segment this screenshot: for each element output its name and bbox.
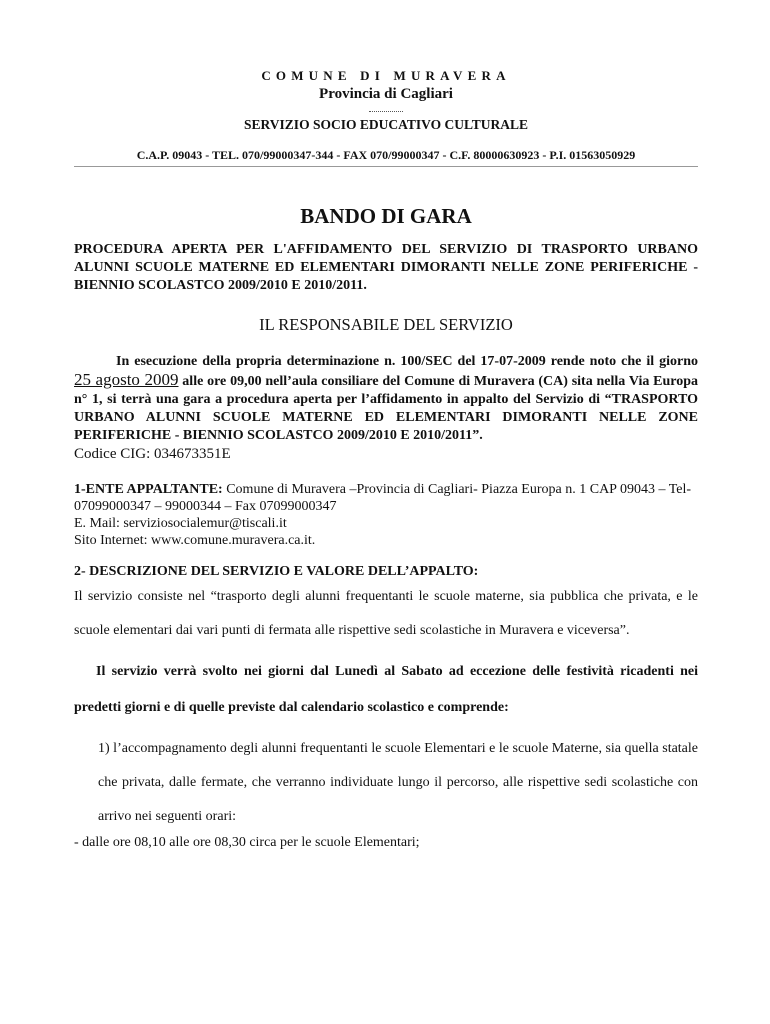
provincia-heading: Provincia di Cagliari xyxy=(319,86,453,102)
procedure-heading: PROCEDURA APERTA PER L'AFFIDAMENTO DEL SERVIZIO DI TRASPORTO URBANO ALUNNI SCUOLE MATERNE ED ELEMENTARI DIMORANTI NELLE ZONE PERIFERICHE - BIENNIO SCOLASTCO 2009/2010 E 2010/2011. xyxy=(74,242,698,293)
header-divider xyxy=(369,111,403,112)
gara-date: 25 agosto 2009 xyxy=(74,370,179,389)
ente-paragraph xyxy=(74,481,698,515)
section-descrizione-heading: 2- DESCRIZIONE DEL SERVIZIO E VALORE DELL’APPALTO: xyxy=(74,564,479,579)
contacts-line: C.A.P. 09043 - TEL. 070/99000347-344 - FAX 070/99000347 - C.F. 80000630923 - P.I. 01563050929 xyxy=(136,148,636,162)
cig-code: Codice CIG: 034673351E xyxy=(74,446,231,462)
header-rule xyxy=(74,166,698,167)
letterhead xyxy=(74,68,698,135)
ente-text: Comune di Muravera –Provincia di Cagliari- Piazza Europa n. 1 CAP 09043 – Tel- 07099000347 – 99000344 – Fax 07099000347 xyxy=(74,482,692,514)
orari-elementari-line: - dalle ore 08,10 alle ore 08,30 circa per le scuole Elementari; xyxy=(74,835,420,850)
ente-label: 1-ENTE APPALTANTE: xyxy=(74,482,223,497)
document-title: BANDO DI GARA xyxy=(300,204,472,228)
intro-paragraph xyxy=(74,353,698,445)
intro-text-2: alle ore 09,00 nell’aula consiliare del Comune di Muravera (CA) sita nella Via Europa n° 1, si terrà una gara a procedura aperta per l’affidamento in appalto del Servizio di “TRASPORTO URBANO ALUNNI SCUOLE MATERNE ED ELEMENTARI DIMORANTI NELLE ZONE PERIFERICHE - BIENNIO SCOLASTCO 2009/2010 E 2010/2011”. xyxy=(74,374,699,443)
ente-email: E. Mail: serviziosocialemur@tiscali.it xyxy=(74,516,287,531)
comune-heading: COMUNE DI MURAVERA xyxy=(261,68,511,83)
section-ente-appaltante xyxy=(74,481,698,549)
ente-website: Sito Internet: www.comune.muravera.ca.it. xyxy=(74,533,316,548)
responsabile-heading: IL RESPONSABILE DEL SERVIZIO xyxy=(259,315,513,334)
giorni-paragraph xyxy=(74,654,698,726)
document-page xyxy=(74,68,698,852)
intro-text-1: In esecuzione della propria determinazione n. 100/SEC del 17-07-2009 rende noto che il giorno xyxy=(116,354,698,369)
servizio-heading: SERVIZIO SOCIO EDUCATIVO CULTURALE xyxy=(244,117,528,132)
list-item-accompagnamento: 1) l’accompagnamento degli alunni frequentanti le scuole Elementari e le scuole Materne, sia quella statale che privata, dalle fermate, che verranno individuate lungo il percorso, alle rispettive sedi scolastiche con arrivo nei seguenti orari: xyxy=(98,741,698,824)
giorni-text: Il servizio verrà svolto nei giorni dal Lunedì al Sabato ad eccezione delle festività ricadenti nei predetti giorni e di quelle previste dal calendario scolastico e comprende: xyxy=(74,664,698,715)
descrizione-paragraph: Il servizio consiste nel “trasporto degli alunni frequentanti le scuole materne, sia pubblica che privata, e le scuole elementari dai vari punti di fermata alle rispettive sedi scolastiche in Muravera e viceversa”. xyxy=(74,589,698,638)
